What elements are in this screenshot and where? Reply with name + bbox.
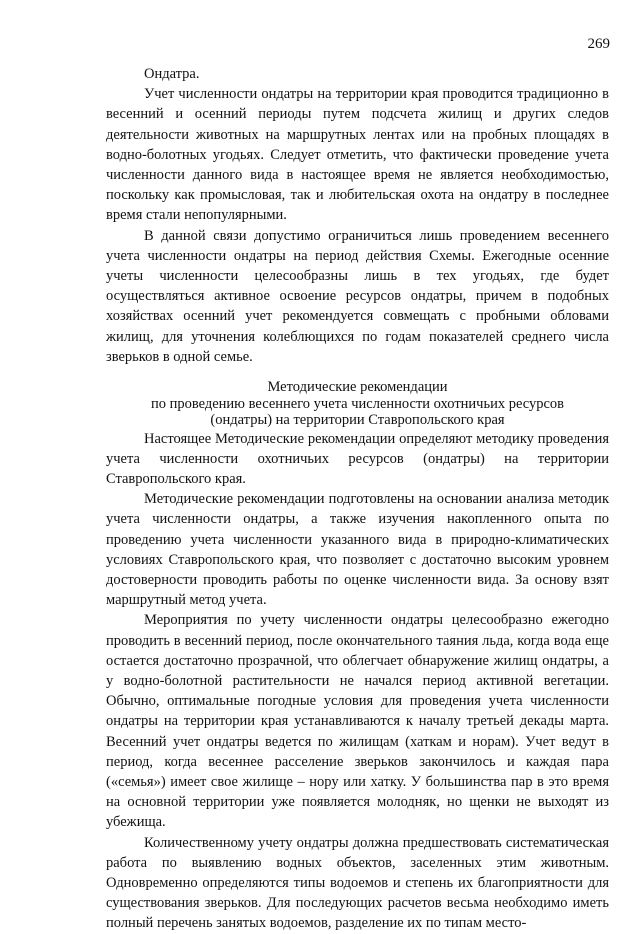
paragraph: Мероприятия по учету численности ондатры целесообразно ежегодно проводить в весенний период, после окончательного таяния льда, когда вода еще остается достаточно прозрачной, что облегчает обнаружение жилищ ондатры, а у водно-болотной растительности не начался период активной вегетации. Обычно, оптимальные погодные условия для проведения учета численности ондатры на территории края устанавливаются к началу третьей декады марта. Весенний учет ондатры ведется по жилищам (хаткам и норам). Учет ведут в период, когда весеннее расселение зверьков закончилось и каждая пара («семья») имеет свое жилище – нору или хатку. У большинства пар в это время на основной территории уже появляется молодняк, но щенки не выходят из убежища. [106,612,609,831]
section-title-line: (ондатры) на территории Ставропольского края [210,412,505,429]
paragraph: В данной связи допустимо ограничиться лишь проведением весеннего учета численности ондатры на период действия Схемы. Ежегодные осенние учеты численности целесообразны лишь в тех угодьях, где будет осуществляться активное освоение ресурсов ондатры, причем в подобных хозяйствах осенний учет рекомендуется совмещать с пробными обловами жилищ, для уточнения колеблющихся по годам показателей среднего числа зверьков в одной семье. [106,227,609,365]
page-number: 269 [587,36,610,52]
document-body [106,64,609,934]
section-heading: Ондатра. [144,66,200,82]
section-title-line: по проведению весеннего учета численности охотничьих ресурсов [150,395,565,412]
paragraph: Настоящее Методические рекомендации определяют методику проведения учета численности охотничьих ресурсов (ондатры) на территории Ставропольского края. [106,430,609,487]
paragraph: Учет численности ондатры на территории края проводится традиционно в весенний и осенний периоды путем подсчета жилищ и других следов деятельности животных на маршрутных лентах или на пробных площадях в водно-болотных угодьях. Следует отметить, что фактически проведение учета численности данного вида в настоящее время не является необходимостью, поскольку как промысловая, так и любительская охота на ондатру в последнее время стали непопулярными. [106,86,609,224]
paragraph: Количественному учету ондатры должна предшествовать систематическая работа по выявлению водных объектов, заселенных этим животным. Одновременно определяются типы водоемов и степень их благоприятности для существования зверьков. Для последующих расчетов весьма необходимо иметь полный перечень занятых водоемов, разделение их по типам место- [106,834,609,932]
section-title-line: Методические рекомендации [267,379,448,396]
section-title [106,379,609,429]
paragraph: Методические рекомендации подготовлены на основании анализа методик учета численности ондатры, а также изучения накопленного опыта по проведению учета численности указанного вида в природно-климатических условиях Ставропольского края, что позволяет с достаточно высоким уровнем достоверности проводить работы по оценке численности вида. За основу взят маршрутный метод учета. [106,491,609,609]
